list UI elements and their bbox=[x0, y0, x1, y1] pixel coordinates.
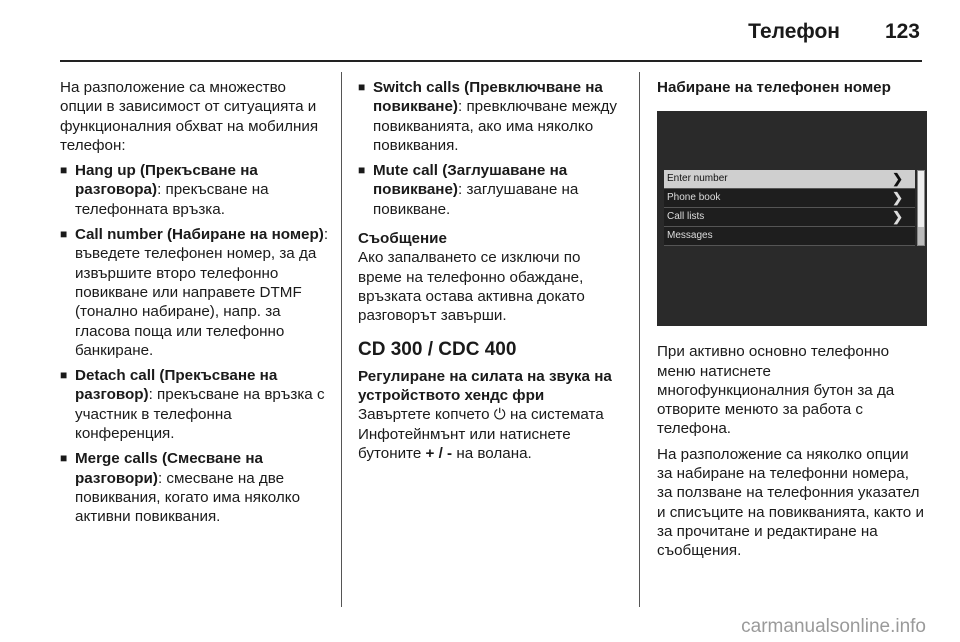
list-item bbox=[60, 449, 330, 526]
column-divider-2 bbox=[639, 72, 640, 607]
item-text: : въведете телефонен номер, за да извършите второ телефонно повикване или направете DTMF (тонално набиране), напр. за гласова поща или телефонно банкиране. bbox=[75, 226, 329, 359]
volume-keys: + / - bbox=[425, 445, 453, 463]
paragraph-2: На разположение са няколко опции за набиране на телефонни номера, за ползване на телефонния указател и списъците на повикванията, както и за прочитане и редактиране на съобщения. bbox=[657, 445, 924, 560]
menu-item-messages[interactable]: Messages bbox=[664, 227, 915, 246]
column-1 bbox=[60, 78, 330, 533]
list-item bbox=[358, 161, 626, 219]
knob-icon: ⏻ bbox=[493, 406, 506, 424]
column-divider-1 bbox=[341, 72, 342, 607]
body-text: на волана. bbox=[452, 445, 532, 463]
header-divider bbox=[60, 60, 922, 62]
column-2 bbox=[358, 78, 626, 469]
item-text: : смесване на две повиквания, когато има няколко активни повиквания. bbox=[75, 469, 301, 526]
item-text: : заглушаване на повикване. bbox=[373, 181, 579, 218]
column-3 bbox=[657, 78, 927, 567]
list-item bbox=[358, 78, 626, 155]
scrollbar-thumb[interactable] bbox=[918, 171, 924, 227]
sub-title: Регулиране на силата на звука на устройството хендс фри bbox=[358, 367, 612, 405]
volume-paragraph bbox=[358, 405, 626, 463]
page-number: 123 bbox=[884, 20, 920, 43]
menu-item-call-lists[interactable]: Call lists ❯ bbox=[664, 208, 915, 227]
chevron-right-icon: ❯ bbox=[892, 209, 903, 225]
body-text: Завъртете копчето bbox=[358, 406, 494, 424]
page-header bbox=[0, 0, 960, 60]
watermark: carmanualsonline.info bbox=[741, 616, 926, 637]
chevron-right-icon: ❯ bbox=[892, 190, 903, 206]
bullet-icon: ■ bbox=[358, 163, 366, 178]
item-text: : прекъсване на връзка с участник в телефонна конференция. bbox=[75, 386, 325, 443]
list-item bbox=[60, 366, 330, 443]
bullet-icon: ■ bbox=[60, 451, 68, 466]
list-item bbox=[60, 161, 330, 219]
item-label: Hang up (Прекъсване на разговора) bbox=[75, 162, 258, 199]
page-title: Телефон bbox=[748, 20, 840, 43]
item-text: : прекъсване на телефонната връзка. bbox=[75, 181, 269, 218]
phone-menu bbox=[664, 170, 915, 246]
bullet-icon: ■ bbox=[60, 163, 68, 178]
item-label: Call number (Набиране на номер) bbox=[75, 226, 324, 244]
item-label: Switch calls (Превключване на повикване) bbox=[373, 79, 603, 116]
item-text: : превключване между повикванията, ако има няколко повиквания. bbox=[373, 98, 618, 154]
menu-item-phone-book[interactable]: Phone book ❯ bbox=[664, 189, 915, 208]
bullet-icon: ■ bbox=[358, 80, 366, 94]
dial-heading: Набиране на телефонен номер bbox=[657, 79, 891, 96]
chevron-right-icon: ❯ bbox=[892, 171, 903, 187]
bullet-icon: ■ bbox=[60, 368, 68, 383]
note-title: Съобщение bbox=[358, 230, 447, 248]
section-title: CD 300 / CDC 400 bbox=[358, 338, 517, 360]
list-item bbox=[60, 225, 330, 360]
bullet-icon: ■ bbox=[60, 227, 68, 242]
intro-paragraph: На разположение са множество опции в зависимост от ситуацията и функционалния обхват на мобилния телефон: bbox=[60, 79, 319, 154]
item-label: Detach call (Прекъсване на разговор) bbox=[75, 367, 278, 404]
paragraph-1: При активно основно телефонно меню натиснете многофункционалния бутон за да отворите менюто за работа с телефона. bbox=[657, 343, 895, 438]
body-text: на системата Инфотейнмънт или натиснете бутоните bbox=[358, 406, 604, 463]
item-label: Merge calls (Смесване на разговори) bbox=[75, 450, 263, 487]
item-label: Mute call (Заглушаване на повикване) bbox=[373, 162, 568, 199]
menu-item-enter-number[interactable]: Enter number ❯ bbox=[664, 170, 915, 189]
phone-menu-screenshot bbox=[657, 111, 927, 326]
scrollbar[interactable] bbox=[917, 170, 925, 246]
note-text: Ако запалването се изключи по време на телефонно обаждане, връзката остава активна докато разговорът завърши. bbox=[358, 249, 585, 325]
